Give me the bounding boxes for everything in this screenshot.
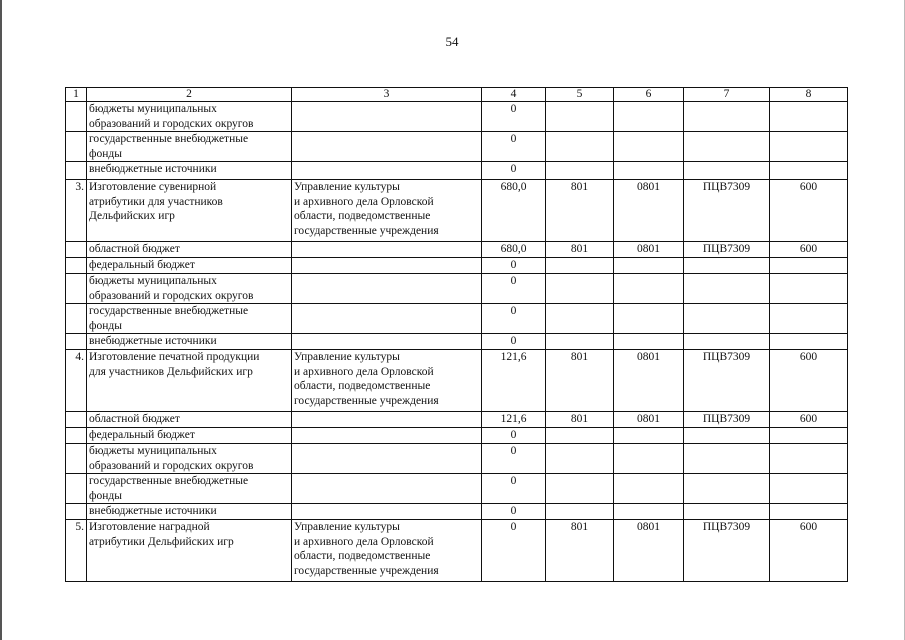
row-number-cell bbox=[66, 334, 87, 350]
executor-cell bbox=[292, 474, 482, 504]
code-expense-cell bbox=[770, 444, 848, 474]
code-section-cell bbox=[614, 428, 684, 444]
amount-cell: 0 bbox=[482, 304, 546, 334]
amount-cell: 0 bbox=[482, 102, 546, 132]
code-target-cell: ПЦВ7309 bbox=[684, 412, 770, 428]
code-grbs-cell bbox=[546, 428, 614, 444]
table-row bbox=[66, 132, 848, 162]
code-grbs-cell bbox=[546, 274, 614, 304]
row-number-cell bbox=[66, 428, 87, 444]
row-number-cell bbox=[66, 474, 87, 504]
executor-cell bbox=[292, 102, 482, 132]
item-name-cell: бюджеты муниципальных образований и городских округов bbox=[87, 444, 292, 474]
item-name-cell: федеральный бюджет bbox=[87, 258, 292, 274]
table-row bbox=[66, 350, 848, 412]
code-target-cell bbox=[684, 504, 770, 520]
item-name-cell: Изготовление наградной атрибутики Дельфийских игр bbox=[87, 520, 292, 582]
code-grbs-cell bbox=[546, 474, 614, 504]
code-expense-cell bbox=[770, 304, 848, 334]
amount-cell: 121,6 bbox=[482, 412, 546, 428]
code-grbs-cell bbox=[546, 304, 614, 334]
table-row bbox=[66, 304, 848, 334]
table-row bbox=[66, 504, 848, 520]
code-target-cell bbox=[684, 304, 770, 334]
code-section-cell: 0801 bbox=[614, 242, 684, 258]
code-expense-cell: 600 bbox=[770, 242, 848, 258]
code-expense-cell: 600 bbox=[770, 520, 848, 582]
code-target-cell bbox=[684, 274, 770, 304]
item-name-cell: областной бюджет bbox=[87, 242, 292, 258]
executor-cell: Управление культуры и архивного дела Орловской области, подведомственные государственные учреждения bbox=[292, 520, 482, 582]
item-name-cell: государственные внебюджетные фонды bbox=[87, 132, 292, 162]
code-section-cell bbox=[614, 504, 684, 520]
item-name-cell: Изготовление печатной продукции для участников Дельфийских игр bbox=[87, 350, 292, 412]
code-expense-cell bbox=[770, 334, 848, 350]
amount-cell: 0 bbox=[482, 274, 546, 304]
code-expense-cell bbox=[770, 504, 848, 520]
row-number-cell bbox=[66, 412, 87, 428]
code-grbs-cell bbox=[546, 102, 614, 132]
amount-cell: 0 bbox=[482, 258, 546, 274]
table-row bbox=[66, 180, 848, 242]
table-row bbox=[66, 428, 848, 444]
code-expense-cell bbox=[770, 274, 848, 304]
code-expense-cell bbox=[770, 474, 848, 504]
executor-cell bbox=[292, 132, 482, 162]
item-name-cell: государственные внебюджетные фонды bbox=[87, 304, 292, 334]
table-body bbox=[66, 88, 848, 582]
code-grbs-cell bbox=[546, 444, 614, 474]
item-name-cell: государственные внебюджетные фонды bbox=[87, 474, 292, 504]
table-row bbox=[66, 334, 848, 350]
executor-cell bbox=[292, 334, 482, 350]
executor-cell: Управление культуры и архивного дела Орловской области, подведомственные государственные учреждения bbox=[292, 350, 482, 412]
item-name-cell: федеральный бюджет bbox=[87, 428, 292, 444]
amount-cell: 0 bbox=[482, 520, 546, 582]
item-name-cell: бюджеты муниципальных образований и городских округов bbox=[87, 102, 292, 132]
item-name-cell: внебюджетные источники bbox=[87, 504, 292, 520]
code-section-cell bbox=[614, 474, 684, 504]
row-number-cell: 3. bbox=[66, 180, 87, 242]
amount-cell: 0 bbox=[482, 132, 546, 162]
executor-cell bbox=[292, 274, 482, 304]
budget-table bbox=[65, 87, 848, 582]
item-name-cell: внебюджетные источники bbox=[87, 162, 292, 180]
executor-cell bbox=[292, 304, 482, 334]
item-name-cell: бюджеты муниципальных образований и городских округов bbox=[87, 274, 292, 304]
row-number-cell bbox=[66, 274, 87, 304]
code-grbs-cell: 801 bbox=[546, 180, 614, 242]
code-section-cell: 0801 bbox=[614, 180, 684, 242]
row-number-cell bbox=[66, 444, 87, 474]
header-cell: 8 bbox=[770, 88, 848, 102]
code-grbs-cell bbox=[546, 334, 614, 350]
amount-cell: 0 bbox=[482, 162, 546, 180]
code-expense-cell bbox=[770, 162, 848, 180]
code-section-cell bbox=[614, 304, 684, 334]
header-cell: 2 bbox=[87, 88, 292, 102]
code-grbs-cell: 801 bbox=[546, 242, 614, 258]
code-section-cell bbox=[614, 162, 684, 180]
code-target-cell bbox=[684, 334, 770, 350]
header-cell: 3 bbox=[292, 88, 482, 102]
row-number-cell bbox=[66, 132, 87, 162]
table-row bbox=[66, 258, 848, 274]
row-number-cell bbox=[66, 504, 87, 520]
row-number-cell: 4. bbox=[66, 350, 87, 412]
row-number-cell bbox=[66, 162, 87, 180]
header-cell: 7 bbox=[684, 88, 770, 102]
code-target-cell bbox=[684, 102, 770, 132]
row-number-cell bbox=[66, 242, 87, 258]
executor-cell bbox=[292, 412, 482, 428]
code-grbs-cell: 801 bbox=[546, 520, 614, 582]
code-expense-cell bbox=[770, 102, 848, 132]
code-target-cell: ПЦВ7309 bbox=[684, 520, 770, 582]
item-name-cell: внебюджетные источники bbox=[87, 334, 292, 350]
amount-cell: 680,0 bbox=[482, 242, 546, 258]
code-section-cell bbox=[614, 258, 684, 274]
code-grbs-cell: 801 bbox=[546, 350, 614, 412]
code-target-cell bbox=[684, 258, 770, 274]
table-row bbox=[66, 242, 848, 258]
row-number-cell bbox=[66, 258, 87, 274]
header-cell: 6 bbox=[614, 88, 684, 102]
header-row bbox=[66, 88, 848, 102]
code-section-cell bbox=[614, 444, 684, 474]
executor-cell bbox=[292, 242, 482, 258]
executor-cell bbox=[292, 444, 482, 474]
amount-cell: 0 bbox=[482, 428, 546, 444]
code-section-cell bbox=[614, 334, 684, 350]
code-target-cell: ПЦВ7309 bbox=[684, 350, 770, 412]
table-row bbox=[66, 444, 848, 474]
code-expense-cell: 600 bbox=[770, 180, 848, 242]
code-target-cell: ПЦВ7309 bbox=[684, 242, 770, 258]
executor-cell: Управление культуры и архивного дела Орловской области, подведомственные государственные учреждения bbox=[292, 180, 482, 242]
executor-cell bbox=[292, 504, 482, 520]
table-row bbox=[66, 520, 848, 582]
code-expense-cell: 600 bbox=[770, 350, 848, 412]
row-number-cell bbox=[66, 304, 87, 334]
header-cell: 4 bbox=[482, 88, 546, 102]
amount-cell: 680,0 bbox=[482, 180, 546, 242]
amount-cell: 0 bbox=[482, 504, 546, 520]
table-row bbox=[66, 274, 848, 304]
row-number-cell: 5. bbox=[66, 520, 87, 582]
header-cell: 1 bbox=[66, 88, 87, 102]
page-number: 54 bbox=[445, 34, 459, 49]
executor-cell bbox=[292, 428, 482, 444]
code-grbs-cell bbox=[546, 132, 614, 162]
code-expense-cell bbox=[770, 428, 848, 444]
table-row bbox=[66, 412, 848, 428]
code-expense-cell bbox=[770, 132, 848, 162]
code-target-cell bbox=[684, 444, 770, 474]
amount-cell: 121,6 bbox=[482, 350, 546, 412]
code-section-cell: 0801 bbox=[614, 520, 684, 582]
code-expense-cell bbox=[770, 258, 848, 274]
code-section-cell: 0801 bbox=[614, 350, 684, 412]
code-target-cell bbox=[684, 428, 770, 444]
executor-cell bbox=[292, 258, 482, 274]
amount-cell: 0 bbox=[482, 474, 546, 504]
code-section-cell bbox=[614, 102, 684, 132]
item-name-cell: Изготовление сувенирной атрибутики для участников Дельфийских игр bbox=[87, 180, 292, 242]
code-section-cell bbox=[614, 132, 684, 162]
code-target-cell: ПЦВ7309 bbox=[684, 180, 770, 242]
code-grbs-cell: 801 bbox=[546, 412, 614, 428]
code-grbs-cell bbox=[546, 504, 614, 520]
header-cell: 5 bbox=[546, 88, 614, 102]
code-section-cell: 0801 bbox=[614, 412, 684, 428]
code-target-cell bbox=[684, 474, 770, 504]
code-target-cell bbox=[684, 162, 770, 180]
row-number-cell bbox=[66, 102, 87, 132]
code-target-cell bbox=[684, 132, 770, 162]
amount-cell: 0 bbox=[482, 334, 546, 350]
code-expense-cell: 600 bbox=[770, 412, 848, 428]
table-row bbox=[66, 102, 848, 132]
code-grbs-cell bbox=[546, 258, 614, 274]
scan-left-edge bbox=[0, 0, 2, 640]
item-name-cell: областной бюджет bbox=[87, 412, 292, 428]
table-row bbox=[66, 162, 848, 180]
executor-cell bbox=[292, 162, 482, 180]
table-row bbox=[66, 474, 848, 504]
code-grbs-cell bbox=[546, 162, 614, 180]
code-section-cell bbox=[614, 274, 684, 304]
amount-cell: 0 bbox=[482, 444, 546, 474]
